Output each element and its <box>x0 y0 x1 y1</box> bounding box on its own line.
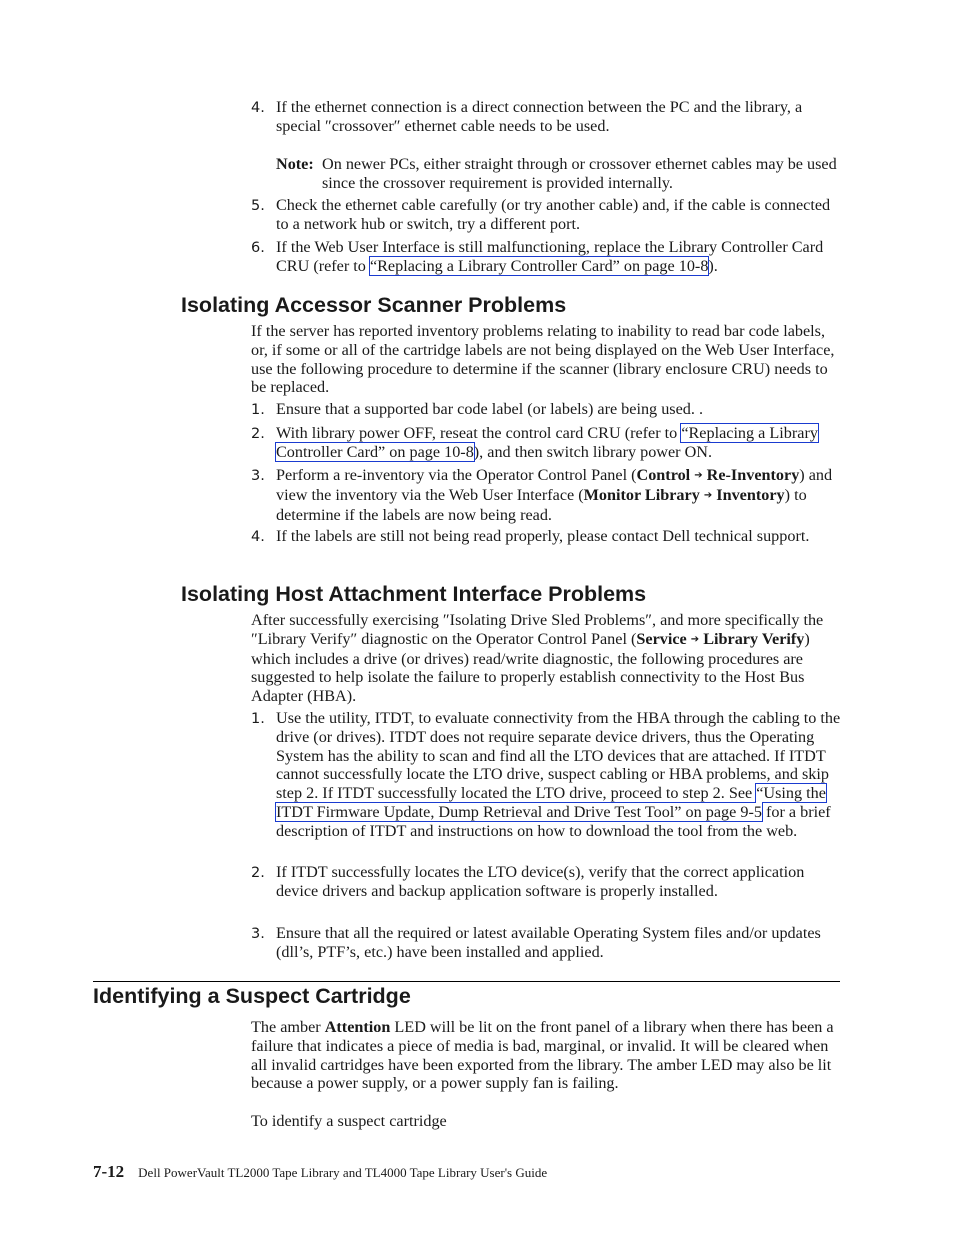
page-footer <box>93 1162 547 1182</box>
section-title: Identifying a Suspect Cartridge <box>93 984 411 1008</box>
paragraph <box>251 611 841 706</box>
paragraph: If the server has reported inventory problems relating to inability to read bar code labels, or, if some or all of the cartridge labels are not being displayed on the Web User Interface, use the following procedure to determine if the scanner (library enclosure CRU) needs to be replaced. <box>251 322 835 397</box>
paragraph-text: ) which includes a drive (or drives) read/write diagnostic, the following procedures are suggested to help isolate the failure to properly establish connectivity to the Host Bus Adapter (HBA). <box>251 629 810 706</box>
item-text: for a brief description of ITDT and instructions on how to download the tool from the web. <box>276 802 831 840</box>
list-number: 1. <box>251 711 265 727</box>
item-text: Perform a re-inventory via the Operator Control Panel ( <box>276 466 637 484</box>
list-number: 3. <box>251 468 265 484</box>
list-number: 4. <box>251 100 265 116</box>
paragraph: To identify a suspect cartridge <box>251 1112 447 1130</box>
item-text: Use the utility, ITDT, to evaluate connectivity from the HBA through the cabling to the drive (or drives). ITDT does not require separate device drivers, thus the Operating System has the ability to scan and find all the LTO devices that are attached. If ITDT cannot successfully locate the LTO drive, suspect cabling or HBA problems, and skip step 2. If ITDT successfully located the LTO drive, proceed to step 2. See <box>276 709 841 803</box>
list-number: 2. <box>251 865 265 881</box>
menu-path: Inventory <box>716 485 785 504</box>
item-text: ), and then switch library power ON. <box>473 442 713 461</box>
list-item: Ensure that a supported bar code label (or labels) are being used. . <box>276 400 704 418</box>
paragraph-text: The amber <box>251 1018 325 1036</box>
cross-reference-link[interactable]: “Using the ITDT Firmware Update, Dump Retrieval and Drive Test Tool” on page 9-5 <box>276 784 826 821</box>
list-item: If the ethernet connection is a direct connection between the PC and the library, a special ″crossover″ ethernet cable needs to be used. <box>276 98 803 135</box>
led-name: Attention <box>324 1018 391 1036</box>
note-text: On newer PCs, either straight through or crossover ethernet cables may be used since the crossover requirement is provided internally. <box>322 155 837 192</box>
page-number: 7-12 <box>93 1162 125 1181</box>
list-number: 4. <box>251 529 265 545</box>
cross-reference-link[interactable]: “Replacing a Library Controller Card” on page 10-8 <box>276 424 818 461</box>
list-item: Ensure that all the required or latest available Operating System files and/or updates (dll’s, PTF’s, etc.) have been installed and applied. <box>276 924 821 961</box>
list-item <box>276 238 842 276</box>
paragraph <box>251 1018 841 1093</box>
item-text: If the Web User Interface is still malfunctioning, replace the Library Controller Card CRU (refer to <box>276 238 824 275</box>
list-item: Check the ethernet cable carefully (or try another cable) and, if the cable is connected to a network hub or switch, try a different port. <box>276 196 831 233</box>
arrow-icon: ➔ <box>703 489 713 501</box>
menu-path: Library Verify <box>703 629 805 648</box>
note-block <box>276 155 842 193</box>
book-title: Dell PowerVault TL2000 Tape Library and TL4000 Tape Library User's Guide <box>138 1165 548 1180</box>
list-item <box>276 424 842 462</box>
list-item <box>276 709 842 841</box>
list-number: 2. <box>251 426 265 442</box>
list-number: 1. <box>251 402 265 418</box>
note-label: Note: <box>276 155 314 173</box>
paragraph-text: After successfully exercising ″Isolating Drive Sled Problems″, and more specifically the ″Library Verify″ diagnostic on the Operator Control Panel ( <box>251 611 824 648</box>
section-heading: Isolating Host Attachment Interface Problems <box>181 582 647 606</box>
list-number: 6. <box>251 240 265 256</box>
list-item: If the labels are still not being read properly, please contact Dell technical support. <box>276 527 810 545</box>
menu-path: Service <box>636 629 687 648</box>
item-text: ) to determine if the labels are now being read. <box>276 485 807 524</box>
list-item: If ITDT successfully locates the LTO device(s), verify that the correct application device drivers and backup application software is properly installed. <box>276 863 805 900</box>
menu-path: Monitor Library <box>583 485 700 504</box>
section-heading: Isolating Accessor Scanner Problems <box>181 293 567 317</box>
section-divider <box>93 981 840 982</box>
menu-path: Re-Inventory <box>706 466 800 484</box>
paragraph-text: LED will be lit on the front panel of a library when there has been a failure that indicates a piece of media is bad, marginal, or invalid. It will be cleared when all invalid cartridges have been exported from the library. The amber LED may also be lit because a power supply, or a power supply fan is failing. <box>251 1018 834 1093</box>
list-number: 3. <box>251 926 265 942</box>
list-item <box>276 466 842 524</box>
item-text: ). <box>708 256 718 275</box>
arrow-icon: ➔ <box>690 633 700 645</box>
menu-path: Control <box>636 466 691 484</box>
arrow-icon: ➔ <box>694 470 703 481</box>
cross-reference-link[interactable]: “Replacing a Library Controller Card” on page 10-8 <box>369 256 709 275</box>
list-number: 5. <box>251 198 265 214</box>
item-text: ) and view the inventory via the Web User Interface ( <box>276 466 833 504</box>
item-text: With library power OFF, reseat the control card CRU (refer to <box>276 424 682 442</box>
